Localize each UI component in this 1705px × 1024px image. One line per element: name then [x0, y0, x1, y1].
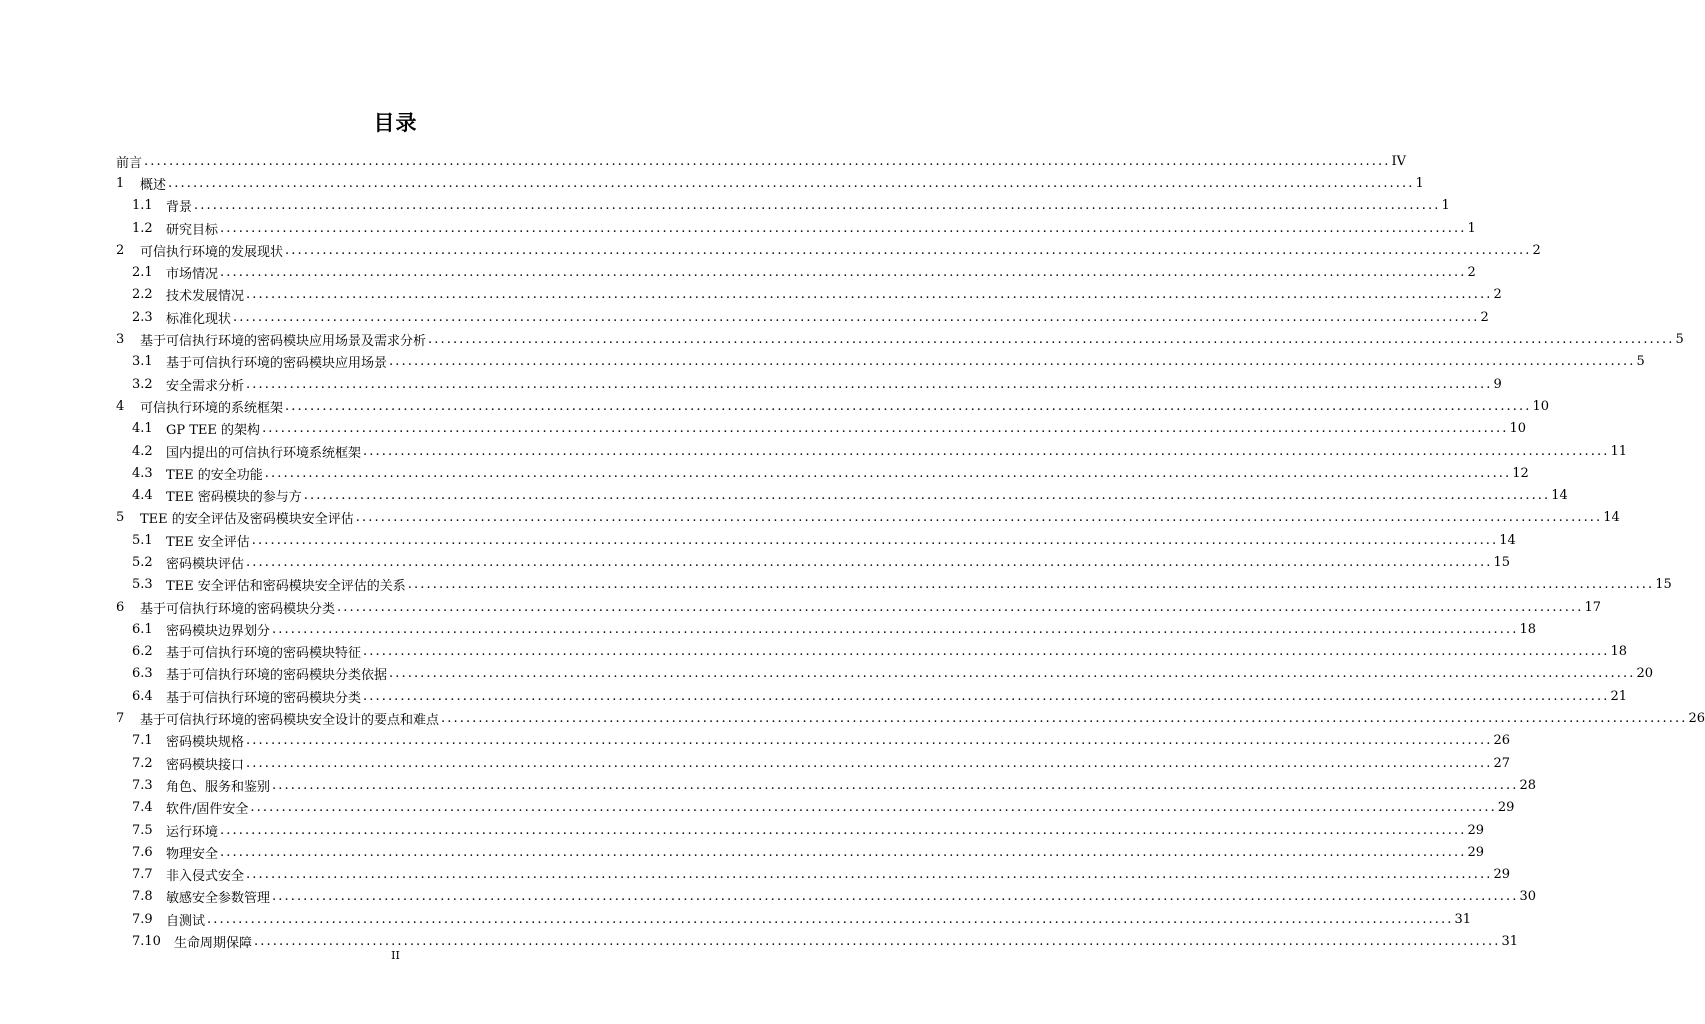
toc-entry-page-number: 12	[1512, 465, 1529, 481]
toc-dot-leader: ........................................................................................................................................................................................................	[337, 599, 1584, 615]
toc-entry-number: 7.4	[132, 800, 153, 816]
toc-dot-leader: ........................................................................................................................................................................................................	[389, 354, 1636, 370]
toc-entry-title: 可信执行环境的发展现状	[140, 244, 284, 260]
toc-entry-page-number: 31	[1454, 911, 1472, 927]
toc-chapter-entry[interactable]	[116, 150, 1407, 172]
toc-entry-title: 概述	[140, 177, 167, 193]
toc-dot-leader: ........................................................................................................................................................................................................	[272, 889, 1519, 905]
toc-entry-number: 7.1	[132, 733, 153, 749]
toc-section-entry[interactable]	[116, 864, 1511, 886]
toc-entry-number: 3.1	[132, 354, 153, 370]
toc-dot-leader: ........................................................................................................................................................................................................	[246, 287, 1493, 303]
toc-entry-title: 密码模块接口	[166, 757, 245, 773]
toc-section-entry[interactable]	[116, 819, 1485, 841]
toc-section-entry[interactable]	[116, 774, 1537, 796]
toc-dot-leader: ........................................................................................................................................................................................................	[220, 265, 1467, 281]
toc-dot-leader: ........................................................................................................................................................................................................	[407, 577, 1655, 593]
toc-entry-number: 4.4	[132, 488, 153, 504]
toc-entry-title: 国内提出的可信执行环境系统框架	[166, 445, 362, 461]
toc-dot-leader: ........................................................................................................................................................................................................	[250, 800, 1497, 816]
toc-section-entry[interactable]	[116, 663, 1654, 685]
toc-entry-page-number: 28	[1519, 777, 1537, 793]
toc-entry-title: 密码模块边界划分	[166, 623, 271, 639]
toc-section-entry[interactable]	[116, 641, 1628, 663]
toc-entry-page-number: 26	[1493, 733, 1511, 749]
toc-dot-leader: ........................................................................................................................................................................................................	[285, 242, 1532, 258]
toc-entry-page-number: 29	[1493, 867, 1511, 883]
toc-dot-leader: ........................................................................................................................................................................................................	[168, 175, 1415, 191]
toc-entry-title: 密码模块规格	[166, 735, 245, 751]
toc-chapter-entry[interactable]	[116, 172, 1424, 194]
toc-entry-page-number: 2	[1480, 309, 1489, 325]
toc-entry-title: 基于可信执行环境的密码模块安全设计的要点和难点	[140, 713, 440, 729]
toc-entry-title: 标准化现状	[166, 311, 232, 327]
toc-entry-page-number: 1	[1415, 175, 1424, 191]
toc-entry-title: 研究目标	[166, 222, 219, 238]
toc-section-entry[interactable]	[116, 618, 1537, 640]
toc-entry-number: 2.1	[132, 265, 153, 281]
toc-section-entry[interactable]	[116, 886, 1537, 908]
toc-section-entry[interactable]	[116, 418, 1527, 440]
toc-dot-leader: ........................................................................................................................................................................................................	[144, 153, 1391, 169]
toc-dot-leader: ........................................................................................................................................................................................................	[194, 198, 1441, 214]
toc-dot-leader: ........................................................................................................................................................................................................	[303, 488, 1551, 504]
toc-entry-title: 基于可信执行环境的密码模块应用场景及需求分析	[140, 334, 427, 350]
toc-entry-page-number: 14	[1603, 510, 1620, 526]
toc-entry-title: TEE 密码模块的参与方	[166, 490, 302, 506]
toc-entry-page-number: 11	[1610, 443, 1628, 459]
toc-section-entry[interactable]	[116, 261, 1476, 283]
toc-entry-number: 5.1	[132, 532, 153, 548]
toc-entry-title: 基于可信执行环境的密码模块分类	[140, 601, 336, 617]
toc-entry-title: 基于可信执行环境的密码模块分类	[166, 690, 362, 706]
toc-entry-number: 7.8	[132, 889, 153, 905]
toc-entry-title: 自测试	[166, 913, 206, 929]
toc-entry-number: 4.2	[132, 443, 153, 459]
toc-entry-number: 6.3	[132, 666, 153, 682]
toc-entry-title: TEE 安全评估	[166, 534, 250, 550]
toc-section-entry[interactable]	[116, 908, 1472, 930]
toc-entry-page-number: 15	[1493, 554, 1511, 570]
toc-chapter-entry[interactable]	[116, 707, 1705, 729]
toc-dot-leader: ........................................................................................................................................................................................................	[441, 711, 1688, 727]
toc-entry-title: 可信执行环境的系统框架	[140, 400, 284, 416]
toc-entry-number: 6.1	[132, 621, 153, 637]
toc-entry-title: 非入侵式安全	[166, 869, 245, 885]
toc-dot-leader: ........................................................................................................................................................................................................	[272, 621, 1519, 637]
toc-entry-number: 4.3	[132, 465, 153, 481]
toc-entry-page-number: 21	[1610, 688, 1628, 704]
toc-entry-title: 敏感安全参数管理	[166, 891, 271, 907]
toc-chapter-entry[interactable]	[116, 239, 1541, 261]
toc-dot-leader: ........................................................................................................................................................................................................	[246, 376, 1493, 392]
toc-chapter-entry[interactable]	[116, 328, 1684, 350]
toc-entry-page-number: 26	[1688, 711, 1705, 727]
toc-chapter-entry[interactable]	[116, 507, 1620, 529]
toc-section-entry[interactable]	[116, 373, 1502, 395]
toc-entry-number: 7.6	[132, 844, 153, 860]
toc-entry-title: TEE 的安全评估及密码模块安全评估	[140, 512, 354, 528]
toc-entry-page-number: 5	[1675, 332, 1684, 348]
toc-entry-page-number: 1	[1467, 220, 1476, 236]
toc-entry-page-number: 14	[1499, 532, 1516, 548]
toc-section-entry[interactable]	[116, 797, 1515, 819]
toc-dot-leader: ........................................................................................................................................................................................................	[363, 688, 1610, 704]
toc-dot-leader: ........................................................................................................................................................................................................	[246, 733, 1493, 749]
toc-dot-leader: ........................................................................................................................................................................................................	[355, 510, 1603, 526]
toc-entry-number: 3.2	[132, 376, 153, 392]
page-number-footer: II	[391, 949, 400, 962]
toc-section-entry[interactable]	[116, 685, 1628, 707]
toc-entry-title: 生命周期保障	[174, 936, 253, 952]
toc-entry-title: 背景	[166, 200, 193, 216]
toc-entry-number: 5.2	[132, 554, 153, 570]
toc-entry-title: 基于可信执行环境的密码模块分类依据	[166, 668, 388, 684]
toc-entry-number: 1	[116, 175, 125, 191]
toc-entry-number: 7.7	[132, 867, 153, 883]
toc-entry-title: TEE 安全评估和密码模块安全评估的关系	[166, 579, 406, 595]
toc-entry-title: 前言	[116, 155, 143, 171]
toc-entry-title: 安全需求分析	[166, 378, 245, 394]
toc-section-entry[interactable]	[116, 574, 1672, 596]
toc-entry-title: 技术发展情况	[166, 289, 245, 305]
toc-dot-leader: ........................................................................................................................................................................................................	[246, 755, 1493, 771]
toc-dot-leader: ........................................................................................................................................................................................................	[246, 867, 1493, 883]
toc-entry-page-number: 1	[1441, 198, 1450, 214]
toc-entry-number: 2.2	[132, 287, 153, 303]
toc-chapter-entry[interactable]	[116, 395, 1550, 417]
toc-entry-title: 角色、服务和鉴别	[166, 779, 271, 795]
toc-entry-title: 密码模块评估	[166, 556, 245, 572]
toc-dot-leader: ........................................................................................................................................................................................................	[389, 666, 1636, 682]
toc-entry-title: 运行环境	[166, 824, 219, 840]
toc-entry-number: 2.3	[132, 309, 153, 325]
toc-entry-number: 7.2	[132, 755, 153, 771]
toc-entry-number: 6	[116, 599, 125, 615]
toc-dot-leader: ........................................................................................................................................................................................................	[264, 465, 1512, 481]
toc-entry-number: 7.5	[132, 822, 153, 838]
toc-dot-leader: ........................................................................................................................................................................................................	[246, 554, 1493, 570]
toc-entry-page-number: 5	[1636, 354, 1645, 370]
toc-dot-leader: ........................................................................................................................................................................................................	[272, 777, 1519, 793]
toc-entry-number: 7.3	[132, 777, 153, 793]
toc-entry-title: TEE 的安全功能	[166, 467, 263, 483]
toc-entry-page-number: 27	[1493, 755, 1511, 771]
toc-entry-title: GP TEE 的架构	[166, 423, 261, 439]
toc-entry-page-number: 9	[1493, 376, 1502, 392]
toc-entry-title: 软件/固件安全	[166, 802, 249, 818]
toc-entry-page-number: 29	[1497, 800, 1515, 816]
toc-section-entry[interactable]	[116, 752, 1511, 774]
toc-section-entry[interactable]	[116, 217, 1476, 239]
toc-section-entry[interactable]	[116, 195, 1450, 217]
toc-entry-title: 基于可信执行环境的密码模块特征	[166, 646, 362, 662]
toc-entry-page-number: 20	[1636, 666, 1654, 682]
toc-section-entry[interactable]	[116, 730, 1511, 752]
toc-entry-title: 市场情况	[166, 267, 219, 283]
toc-entry-page-number: 10	[1509, 421, 1527, 437]
toc-entry-title: 基于可信执行环境的密码模块应用场景	[166, 356, 388, 372]
toc-section-entry[interactable]	[116, 351, 1645, 373]
toc-dot-leader: ........................................................................................................................................................................................................	[363, 443, 1610, 459]
toc-list	[116, 150, 1705, 953]
toc-dot-leader: ........................................................................................................................................................................................................	[285, 398, 1532, 414]
toc-entry-page-number: 2	[1493, 287, 1502, 303]
toc-entry-page-number: 18	[1610, 644, 1628, 660]
toc-entry-number: 1.1	[132, 198, 153, 214]
toc-dot-leader: ........................................................................................................................................................................................................	[254, 934, 1501, 950]
toc-chapter-entry[interactable]	[116, 596, 1602, 618]
toc-dot-leader: ........................................................................................................................................................................................................	[262, 421, 1509, 437]
toc-entry-title: 物理安全	[166, 846, 219, 862]
toc-section-entry[interactable]	[116, 306, 1489, 328]
toc-dot-leader: ........................................................................................................................................................................................................	[428, 332, 1675, 348]
toc-section-entry[interactable]	[116, 484, 1568, 506]
toc-section-entry[interactable]	[116, 284, 1502, 306]
toc-entry-page-number: 29	[1467, 822, 1485, 838]
toc-dot-leader: ........................................................................................................................................................................................................	[363, 644, 1610, 660]
toc-section-entry[interactable]	[116, 529, 1516, 551]
toc-entry-number: 1.2	[132, 220, 153, 236]
toc-entry-number: 3	[116, 332, 125, 348]
toc-entry-page-number: 30	[1519, 889, 1537, 905]
toc-entry-number: 6.4	[132, 688, 153, 704]
toc-entry-number: 4	[116, 398, 125, 414]
toc-entry-page-number: 10	[1532, 398, 1550, 414]
toc-entry-number: 2	[116, 242, 125, 258]
toc-entry-page-number: 31	[1501, 934, 1519, 950]
toc-entry-number: 6.2	[132, 644, 153, 660]
toc-dot-leader: ........................................................................................................................................................................................................	[251, 532, 1499, 548]
toc-dot-leader: ........................................................................................................................................................................................................	[220, 822, 1467, 838]
toc-title: 目录	[373, 111, 418, 135]
toc-entry-page-number: 29	[1467, 844, 1485, 860]
toc-entry-page-number: 2	[1532, 242, 1541, 258]
toc-dot-leader: ........................................................................................................................................................................................................	[220, 220, 1467, 236]
toc-entry-number: 7.10	[132, 934, 161, 950]
toc-entry-number: 7.9	[132, 911, 153, 927]
toc-section-entry[interactable]	[116, 841, 1485, 863]
toc-entry-number: 5	[116, 510, 125, 526]
toc-entry-page-number: IV	[1391, 153, 1407, 169]
toc-entry-page-number: 18	[1519, 621, 1537, 637]
toc-section-entry[interactable]	[116, 440, 1628, 462]
toc-dot-leader: ........................................................................................................................................................................................................	[220, 844, 1467, 860]
toc-entry-page-number: 2	[1467, 265, 1476, 281]
toc-dot-leader: ........................................................................................................................................................................................................	[207, 911, 1454, 927]
toc-entry-page-number: 14	[1551, 488, 1568, 504]
toc-dot-leader: ........................................................................................................................................................................................................	[233, 309, 1480, 325]
toc-section-entry[interactable]	[116, 551, 1511, 573]
toc-entry-number: 5.3	[132, 577, 153, 593]
toc-entry-page-number: 15	[1655, 577, 1672, 593]
toc-section-entry[interactable]	[116, 462, 1529, 484]
toc-entry-number: 7	[116, 711, 125, 727]
toc-entry-number: 4.1	[132, 421, 153, 437]
toc-entry-page-number: 17	[1584, 599, 1602, 615]
